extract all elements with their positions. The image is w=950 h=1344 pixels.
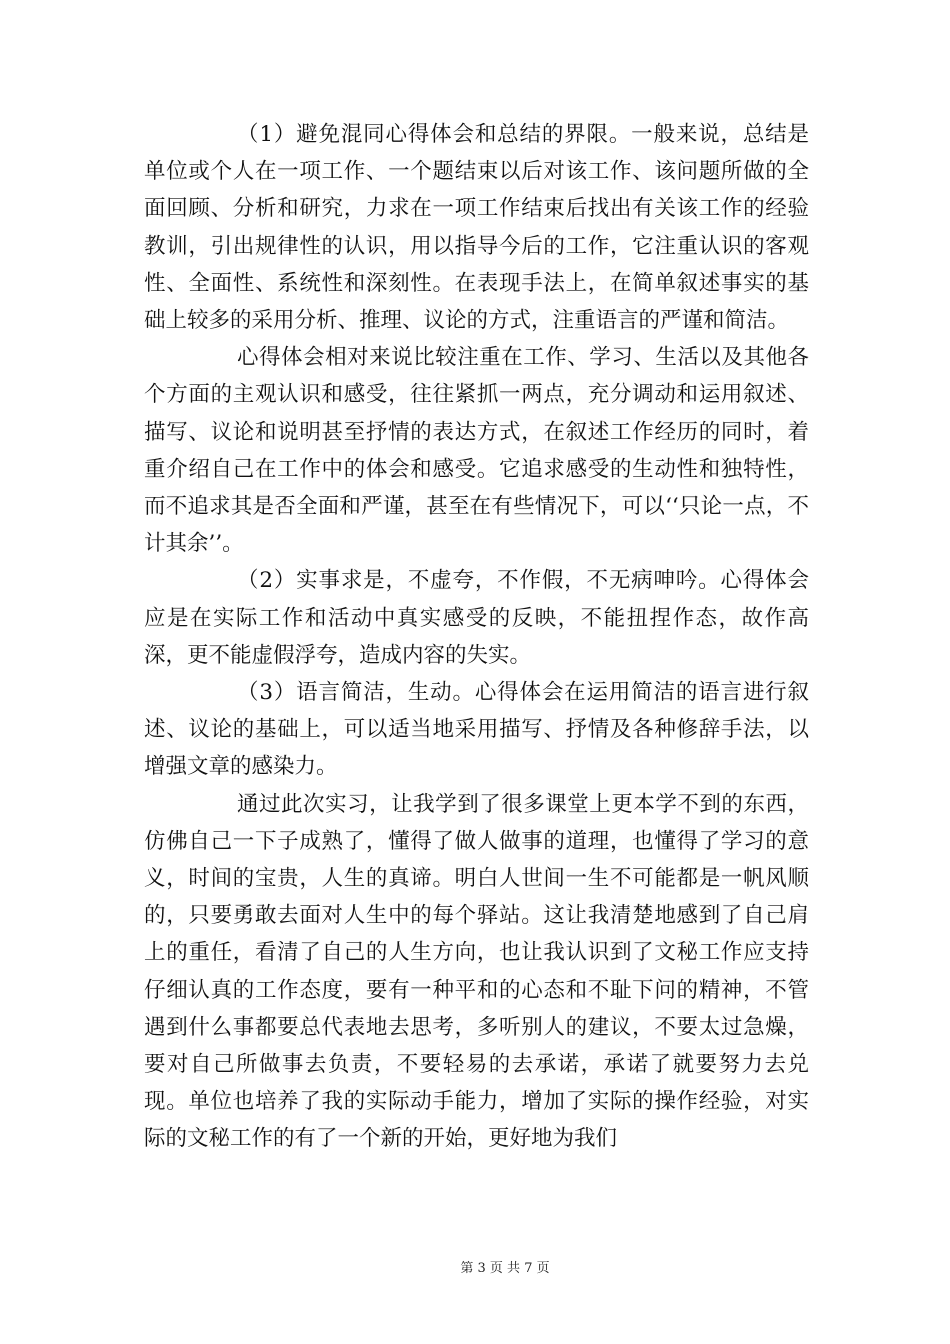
document-body bbox=[144, 116, 809, 1158]
paragraph-1: （1）避免混同心得体会和总结的界限。一般来说，总结是单位或个人在一项工作、一个题结束以后对该工作、该问题所做的全面回顾、分析和研究，力求在一项工作结束后找出有关该工作的经验教训，引出规律性的认识，用以指导今后的工作，它注重认识的客观性、全面性、系统性和深刻性。在表现手法上，在简单叙述事实的基础上较多的采用分析、推理、议论的方式，注重语言的严谨和简洁。 bbox=[144, 122, 809, 334]
page-number-footer: 第 3 页 共 7 页 bbox=[460, 1261, 550, 1276]
paragraph-3: （2）实事求是，不虚夸，不作假，不无病呻吟。心得体会应是在实际工作和活动中真实感受的反映，不能扭捏作态，故作高深，更不能虚假浮夸，造成内容的失实。 bbox=[144, 568, 809, 668]
paragraph-5: 通过此次实习，让我学到了很多课堂上更本学不到的东西，仿佛自己一下子成熟了，懂得了做人做事的道理，也懂得了学习的意义，时间的宝贵，人生的真谛。明白人世间一生不可能都是一帆风顺的，只要勇敢去面对人生中的每个驿站。这让我清楚地感到了自己肩上的重任，看清了自己的人生方向，也让我认识到了文秘工作应支持仔细认真的工作态度，要有一种平和的心态和不耻下问的精神，不管遇到什么事都要总代表地去思考，多听别人的建议，不要太过急燥，要对自己所做事去负责，不要轻易的去承诺，承诺了就要努力去兑现。单位也培养了我的实际动手能力，增加了实际的操作经验，对实际的文秘工作的有了一个新的开始，更好地为我们 bbox=[144, 791, 809, 1152]
paragraph-2: 心得体会相对来说比较注重在工作、学习、生活以及其他各个方面的主观认识和感受，往往紧抓一两点，充分调动和运用叙述、描写、议论和说明甚至抒情的表达方式，在叙述工作经历的同时，着重介绍自己在工作中的体会和感受。它追求感受的生动性和独特性，而不追求其是否全面和严谨，甚至在有些情况下，可以‘‘只论一点，不计其余’’。 bbox=[144, 345, 809, 557]
paragraph-4: （3）语言简洁，生动。心得体会在运用简洁的语言进行叙述、议论的基础上，可以适当地采用描写、抒情及各种修辞手法，以增强文章的感染力。 bbox=[144, 680, 809, 780]
